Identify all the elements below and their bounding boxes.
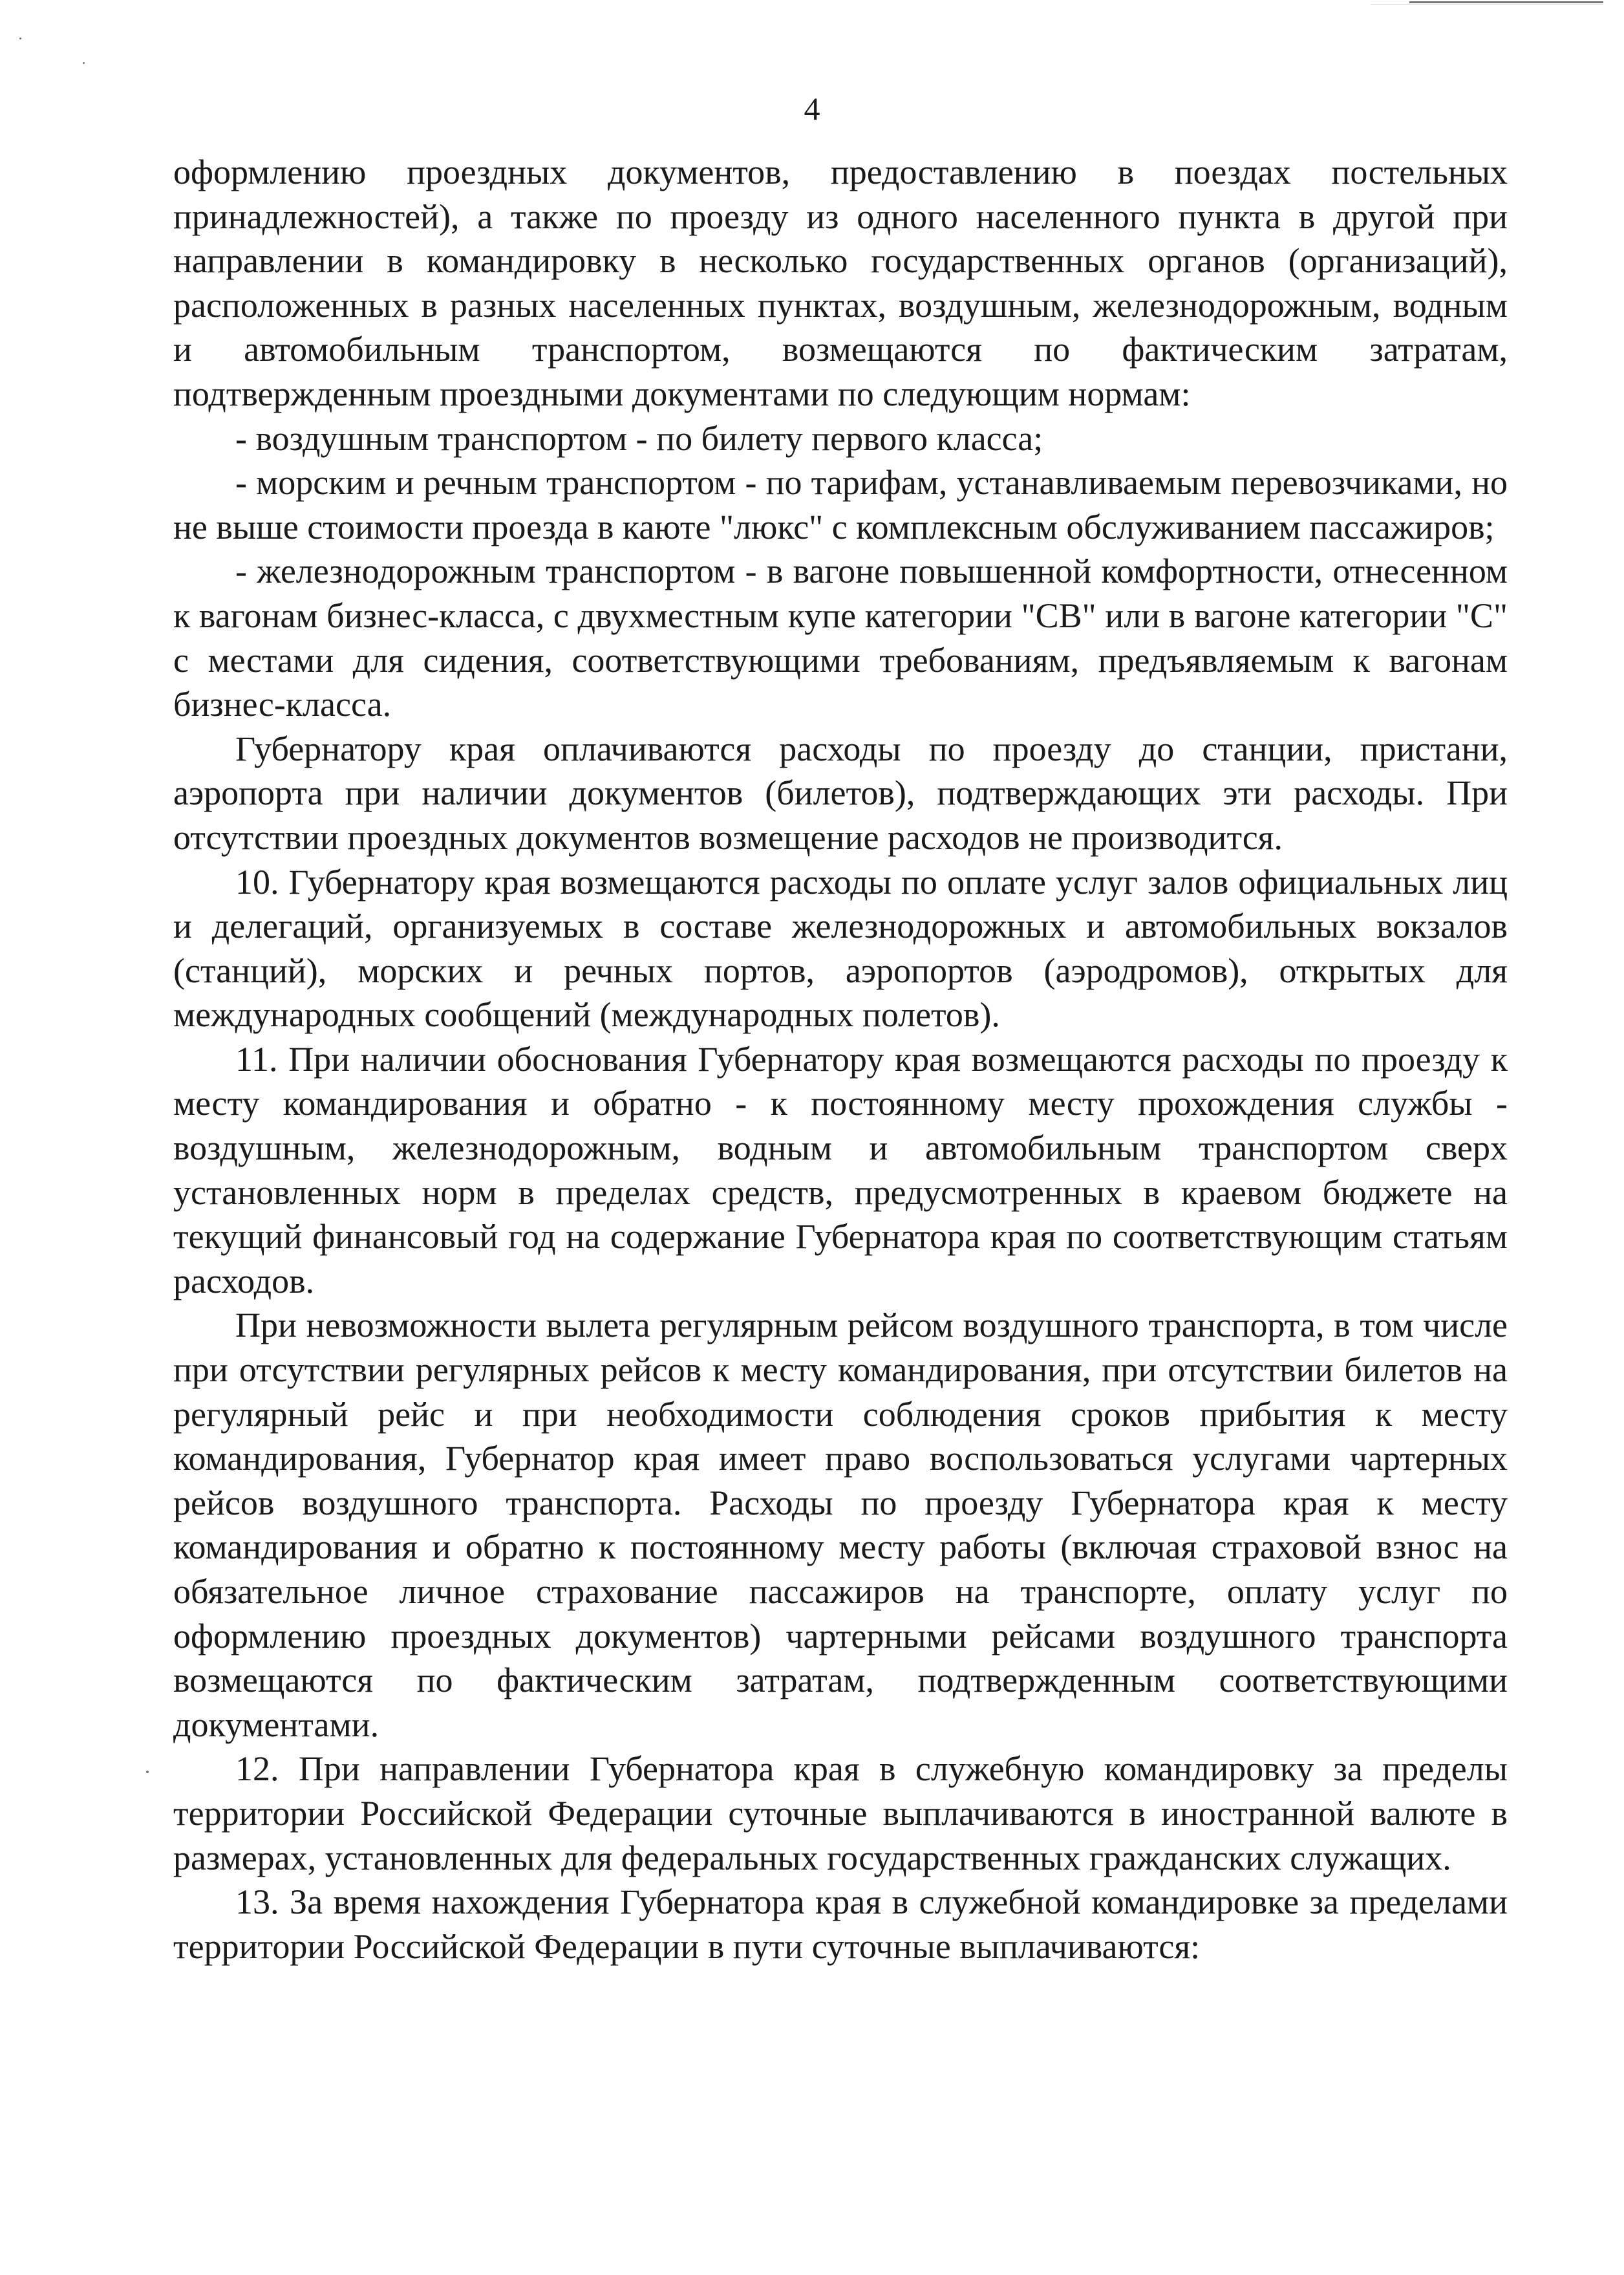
paragraph-charter-flights: При невозможности вылета регулярным рейсом воздушного транспорта, в том числе при отсутствии регулярных рейсов к месту командирования, при отсутствии билетов на регулярный рейс и при необходимости соблюдения сроков прибытия к месту командирования, Губернатор края имеет право воспользоваться услугами чартерных рейсов воздушного транспорта. Расходы по проезду Губернатора края к месту командирования и обратно к постоянному месту работы (включая страховой взнос на обязательное личное страхование пассажиров на транспорте, оплату услуг по оформлению проездных документов) чартерными рейсами воздушного транспорта возмещаются по фактическим затратам, подтвержденным соответствующими документами. <box>173 1306 1508 1744</box>
paragraph-item-12: 12. При направлении Губернатора края в служебную командировку за пределы территории Российской Федерации суточные выплачиваются в иностранной валюте в размерах, установленных для федеральных государственных гражданских служащих. <box>173 1749 1508 1877</box>
scan-speck <box>146 1771 149 1773</box>
paragraph-sea-river-transport: - морским и речным транспортом - по тарифам, устанавливаемым перевозчиками, но не выше стоимости проезда в каюте "люкс" с комплексным обслуживанием пассажиров; <box>173 463 1508 546</box>
scan-speck <box>83 62 85 64</box>
paragraph-continuation: оформлению проездных документов, предоставлению в поездах постельных принадлежностей), а также по проезду из одного населенного пункта в другой при направлении в командировку в несколько государственных органов (организаций), расположенных в разных населенных пунктах, воздушным, железнодорожным, водным и автомобильным транспортом, возмещаются по фактическим затратам, подтвержденным проездными документами по следующим нормам: <box>173 153 1508 413</box>
scan-speck <box>19 38 21 39</box>
scan-edge-mark <box>1409 1 1603 3</box>
paragraph-item-10: 10. Губернатору края возмещаются расходы по оплате услуг залов официальных лиц и делегаций, организуемых в составе железнодорожных и автомобильных вокзалов (станций), морских и речных портов, аэропортов (аэродромов), открытых для международных сообщений (международных полетов). <box>173 862 1508 1035</box>
page-number: 4 <box>804 91 820 127</box>
paragraph-item-13: 13. За время нахождения Губернатора края в служебной командировке за пределами территории Российской Федерации в пути суточные выплачиваются: <box>173 1882 1508 1966</box>
paragraph-station-travel: Губернатору края оплачиваются расходы по проезду до станции, пристани, аэропорта при наличии документов (билетов), подтверждающих эти расходы. При отсутствии проездных документов возмещение расходов не производится. <box>173 729 1508 857</box>
paragraph-air-transport: - воздушным транспортом - по билету первого класса; <box>235 418 1043 458</box>
paragraph-item-11: 11. При наличии обоснования Губернатору края возмещаются расходы по проезду к месту командирования и обратно - к постоянному месту прохождения службы - воздушным, железнодорожным, водным и автомобильным транспортом сверх установленных норм в пределах средств, предусмотренных в краевом бюджете на текущий финансовый год на содержание Губернатора края по соответствующим статьям расходов. <box>173 1039 1508 1300</box>
paragraph-rail-transport: - железнодорожным транспортом - в вагоне повышенной комфортности, отнесенном к вагонам бизнес-класса, с двухместным купе категории "СВ" или в вагоне категории "С" с местами для сидения, соответствующими требованиям, предъявляемым к вагонам бизнес-класса. <box>173 552 1508 724</box>
document-body <box>173 150 1508 1968</box>
